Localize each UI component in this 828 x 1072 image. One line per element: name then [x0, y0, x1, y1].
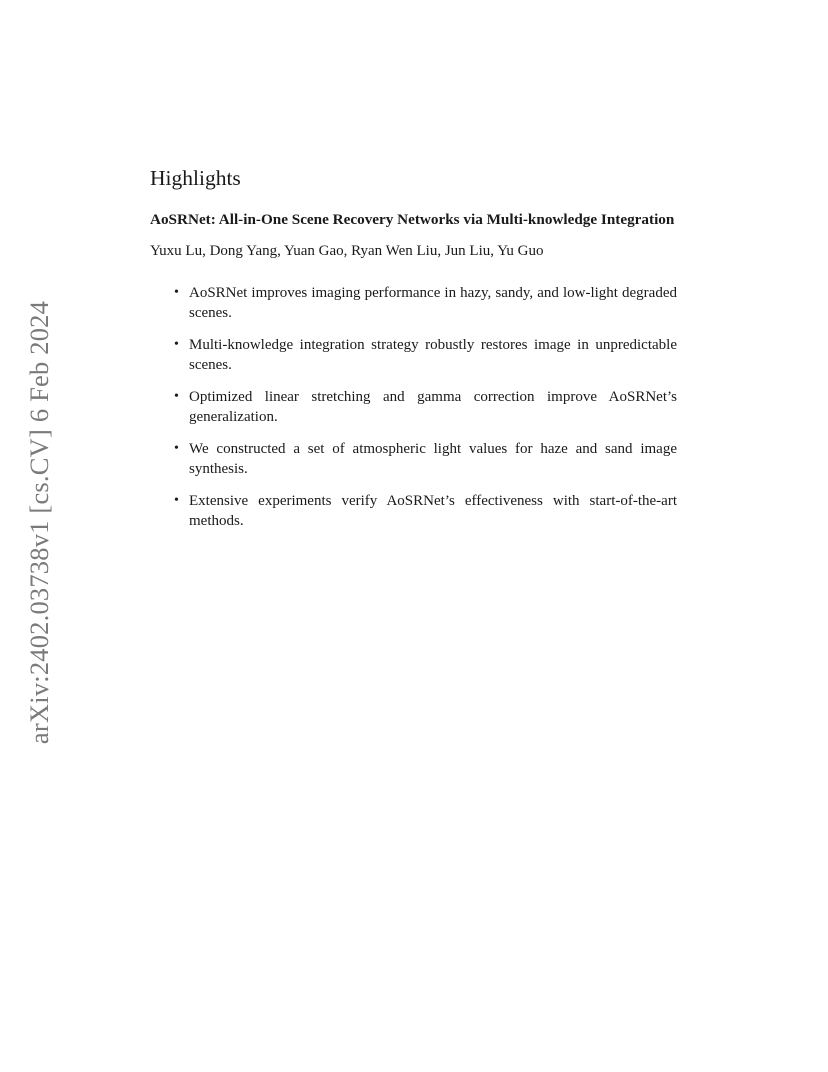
highlight-text: AoSRNet improves imaging performance in hazy, sandy, and low-light degraded scenes.	[189, 285, 677, 321]
highlight-item	[150, 387, 695, 427]
page-content	[150, 164, 695, 543]
highlight-text: We constructed a set of atmospheric light values for haze and sand image synthesis.	[189, 441, 677, 477]
highlight-item	[150, 439, 695, 479]
arxiv-stamp	[22, 292, 58, 752]
bullet-icon: •	[174, 337, 179, 352]
highlight-item	[150, 491, 695, 531]
arxiv-stamp-text: arXiv:2402.03738v1 [cs.CV] 6 Feb 2024	[24, 300, 55, 744]
bullet-icon: •	[174, 493, 179, 508]
highlights-list	[150, 283, 695, 531]
bullet-icon: •	[174, 389, 179, 404]
highlight-item	[150, 283, 695, 323]
highlight-text: Multi-knowledge integration strategy robustly restores image in unpredictable scenes.	[189, 337, 677, 373]
bullet-icon: •	[174, 285, 179, 300]
section-title: Highlights	[150, 166, 241, 190]
author-list: Yuxu Lu, Dong Yang, Yuan Gao, Ryan Wen Liu, Jun Liu, Yu Guo	[150, 243, 544, 259]
paper-title: AoSRNet: All-in-One Scene Recovery Networks via Multi-knowledge Integration	[150, 211, 675, 228]
highlight-text: Extensive experiments verify AoSRNet’s effectiveness with start-of-the-art methods.	[189, 493, 677, 529]
highlight-item	[150, 335, 695, 375]
bullet-icon: •	[174, 441, 179, 456]
highlight-text: Optimized linear stretching and gamma correction improve AoSRNet’s generalization.	[189, 389, 677, 425]
